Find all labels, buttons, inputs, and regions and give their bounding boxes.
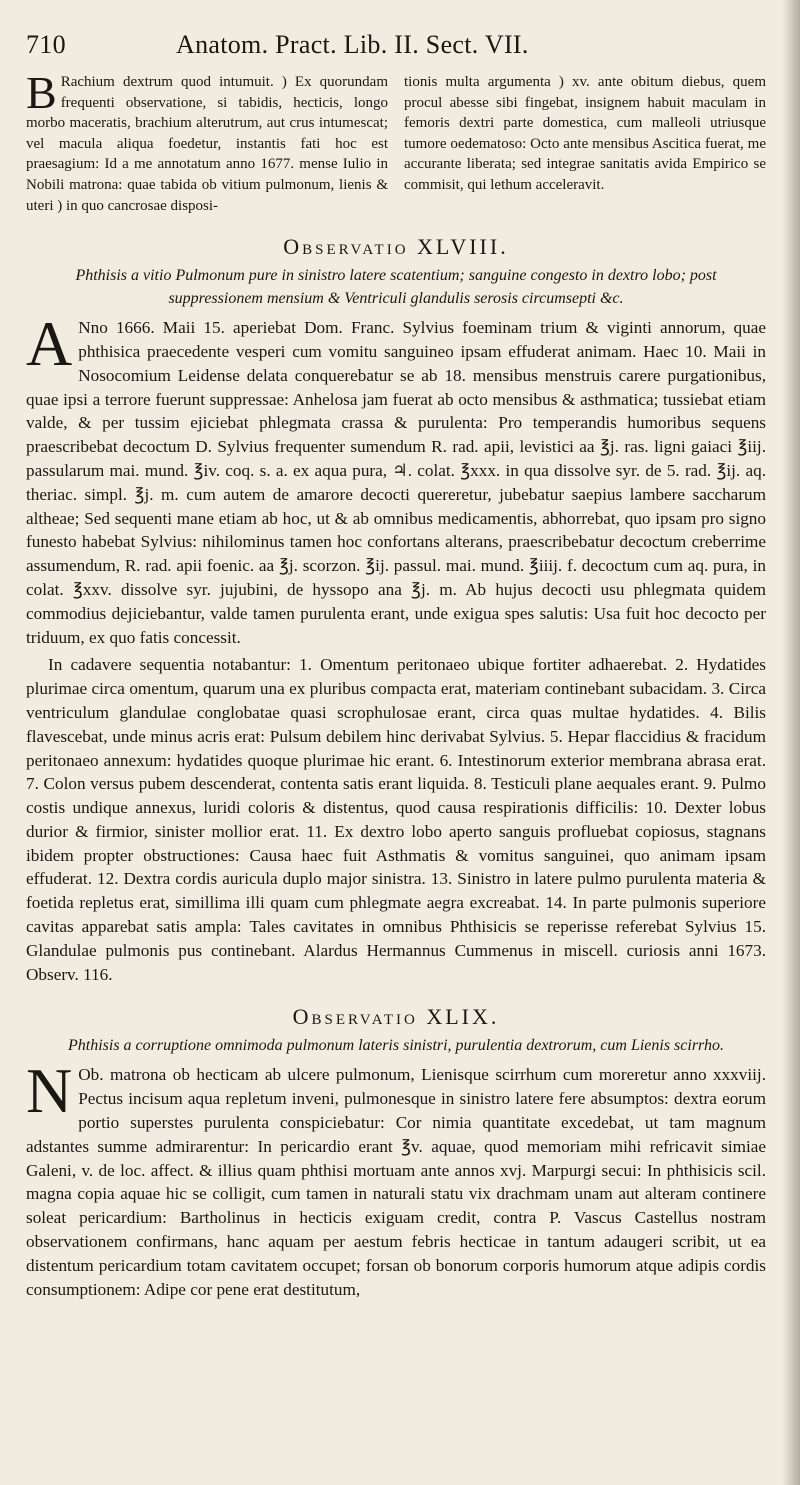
observation-48-text-1: Nno 1666. Maii 15. aperiebat Dom. Franc. Sylvius foeminam trium & viginti annorum, quae phthisica praecedente vesperi cum vomitu sanguineo ipsam effuderat animam. Haec 10. Maii in Nosocomium Leidense delata conquerebatur se ab 18. mensibus menstruis carere purgationibus, quae ipsi a terrore fuerunt suppressae: Anhelosa jam fuerat ab octo mensibus & asthmatica; tussiebat etiam valde, & per tussim ejiciebat phlegmata crassa & purulenta: Pro temperandis humoribus sequens praescribebat decoctum D. Sylvius frequenter sumendum R. rad. apii, levistici aa ℥j. ras. ligni gaiaci ℥iij. passularum mai. mund. ℥iv. coq. s. a. ex aqua pura, ♃. colat. ℥xxx. in qua dissolve syr. de 5. rad. ℥ij. aq. theriac. simpl. ℥j. m. cum autem de amarore decocti quereretur, jubebatur saepius lambere saccharum altheae; Sed sequenti mane etiam ab hoc, ut & ab omnibus medicamentis, abhorrebat, quo ipsam pro signo funesto habebat Sylvius: nihilominus tamen hoc confortans alterans, praescribebatur decoctum creberrime assumendum, R. rad. apii foenic. aa ℥j. scorzon. ℥ij. passul. mai. mund. ℥iiij. f. decoctum cum aq. pura, in colat. ℥xxv. dissolve syr. jujubini, de hyssopo ana ℥j. m. Ab hujus decocti usu phlegmata quidem commodius dejiciebantur, valde tamen purulenta erant, unde exigua spes salutis: Usa fuit hoc decocto per triduum, ex quo fatis concessit. [26,318,766,647]
observation-48-subtitle: Phthisis a vitio Pulmonum pure in sinistro latere scatentium; sanguine congesto in dextro lobo; post suppressionem mensium & Ventriculi glandulis serosis circumsepti &c. [75,267,717,308]
drop-cap-b: B [26,67,57,118]
observation-49-title: Observatio XLIX. [292,1004,500,1030]
intro-right-text: tionis multa argumenta ) xv. ante obitum diebus, quem procul abesse sibi fingebat, insignem habuit maculam in femoris dextri parte domestica, cum malleoli utriusque tumore oedematoso: Octo ante mensibus Ascitica fuerat, me accurante liberata; sed integrae sanitatis avida Empirico se commisit, qui lethum acceleravit. [404,74,766,193]
page-number: 710 [26,30,66,59]
page-edge-shadow [782,0,800,1485]
observation-48-paragraph-1 [26,308,766,649]
book-page [26,30,766,1301]
intro-left-column [26,67,388,216]
intro-columns [26,67,766,216]
observation-48-title: Observatio XLVIII. [283,234,509,260]
observation-49-paragraph-1 [26,1055,766,1301]
intro-right-column [404,72,766,216]
drop-cap-n: N [26,1055,73,1127]
running-header [26,30,766,70]
observation-49-text-1: Ob. matrona ob hecticam ab ulcere pulmonum, Lienisque scirrhum cum moreretur anno xxxviij. Pectus incisum aqua repletum inveni, pulmonesque in sinistro latere fere absumptos: dextra eorum portio superstes purulenta conspiciebatur: Cor nimia quantitate excedebat, ut tam magnum adstantes summe admirarentur: In pericardio erant ℥v. aquae, quod memoriam mihi refricavit simiae Galeni, v. de loc. affect. & illius quam phthisi mortuam ante annos xvj. Marpurgi secui: In phthisicis scil. magna copia aquae hic se colligit, cum tamen in naturali statu vix drachmam unam aut alteram continere soleat pericardium: Bartholinus in hecticis exiguam credit, contra P. Vascus Castellus nostram observationem confirmans, hanc aquam per aestum febris hecticae in tantum adaugeri scribit, ut ea distentum pericardium totam cavitatem occupet; forsan ob bonorum corporis humorum atque adipis cordis consumptionem: Adipe cor pene erat destitutum, [26,1065,766,1299]
observation-48-paragraph-2: In cadavere sequentia notabantur: 1. Omentum peritonaeo ubique fortiter adhaerebat. 2. Hydatides plurimae circa omentum, quarum una ex pluribus compacta erat, materiam continebant subacidam. 3. Circa ventriculum glandulae conglobatae quasi scrophulosae erant, circa quas multae hydatides. 4. Bilis flavescebat, unde minus acris erat: Pulsum debilem hinc derivabat Sylvius. 5. Hepar flaccidius & fracidum peritonaeo annexum: hydatides quoque plurimae hic erant. 6. Intestinorum exterior membrana abrasa erat. 7. Colon versus pubem descenderat, contenta satis erant liquida. 8. Testiculi plane aequales erant. 9. Pulmo costis undique annexus, luridi coloris & distentus, quod causa respirationis difficilis: 10. Dexter lobus durior & firmior, sinister mollior erat. 11. Ex dextro lobo aperto sanguis profluebat copiosus, stagnans ibidem propter obstructiones: Causa haec fuit Asthmatis & vomitus sanguinei, quo animam ipsam effuderat. 12. Dextra cordis auricula duplo major sinistra. 13. Sinistro in latere pulmo purulenta materia & foetida repletus erat, simillima illi quam cum phlegmate aegra excreabat. 14. In parte pulmonis superiore cavitas apparebat satis ampla: Tales cavitates in omnibus Phthisicis se reperisse referebat Sylvius 15. Glandulae pulmonis pus continebant. Alardus Hermannus Cummenus in miscell. curiosis anni 1673. Observ. 116. [26,655,766,984]
running-title: Anatom. Pract. Lib. II. Sect. VII. [176,30,529,59]
drop-cap-a: A [26,308,73,380]
intro-left-text: Rachium dextrum quod intumuit. ) Ex quorundam frequenti observatione, si tabidis, hecticis, longo morbo maceratis, brachium alterutrum, aut crus intumescat; vel macula aliqua foedetur, instantis fati hoc est praesagium: Id a me annotatum anno 1677. mense Iulio in Nobili matrona: quae tabida ob vitium pulmonum, lienis & uteri ) in quo cancrosae disposi- [26,74,388,214]
observation-49-subtitle: Phthisis a corruptione omnimoda pulmonum lateris sinistri, purulentia dextrorum, cum Lienis scirrho. [67,1037,724,1055]
